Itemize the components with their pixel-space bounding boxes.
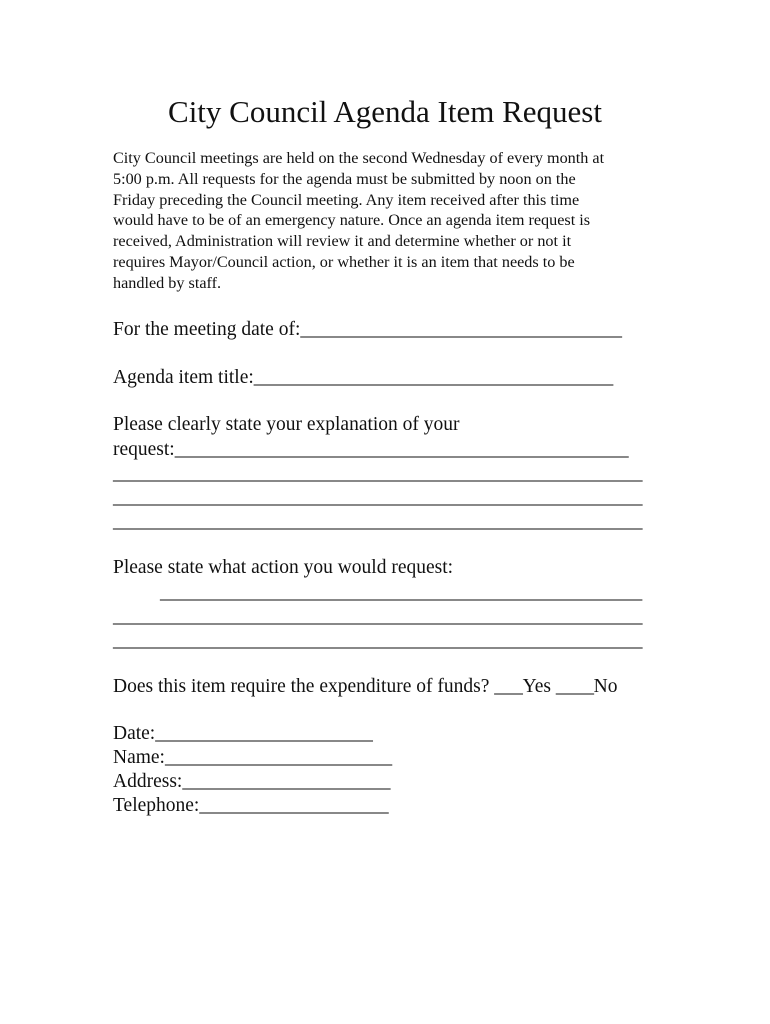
agenda-title-row bbox=[113, 366, 613, 390]
intro-line: City Council meetings are held on the second Wednesday of every month at bbox=[113, 149, 605, 167]
explanation-label-cont: request: bbox=[113, 439, 175, 460]
name-field[interactable]: ________________________ bbox=[164, 747, 392, 768]
explanation-row bbox=[113, 438, 628, 462]
explanation-field-line[interactable]: ________________________________________________________ bbox=[113, 487, 643, 508]
intro-line: handled by staff. bbox=[113, 273, 222, 292]
name-row bbox=[113, 746, 392, 770]
intro-line: Friday preceding the Council meeting. Any item received after this time bbox=[113, 190, 580, 209]
action-field-line[interactable]: ___________________________________________________ bbox=[160, 582, 642, 603]
intro-line: received, Administration will review it and determine whether or not it bbox=[113, 232, 572, 251]
action-field-line[interactable]: ________________________________________________________ bbox=[113, 630, 643, 651]
explanation-field-line[interactable]: ________________________________________________________ bbox=[113, 511, 643, 532]
funds-no-label: No bbox=[593, 676, 618, 697]
address-row bbox=[113, 770, 390, 794]
intro-line: would have to be of an emergency nature. Once an agenda item request is bbox=[113, 211, 591, 230]
explanation-label: Please clearly state your explanation of your bbox=[113, 414, 460, 435]
funds-no-field[interactable]: ____ bbox=[555, 676, 594, 697]
telephone-label: Telephone: bbox=[113, 795, 200, 816]
funds-yes-label: Yes bbox=[522, 676, 551, 697]
agenda-title-label: Agenda item title: bbox=[113, 367, 254, 388]
date-field[interactable]: _______________________ bbox=[155, 723, 373, 744]
date-row bbox=[113, 722, 373, 746]
action-field-line[interactable]: ________________________________________________________ bbox=[113, 606, 643, 627]
explanation-field-line[interactable]: ________________________________________________________ bbox=[113, 463, 643, 484]
funds-yes-field[interactable]: ___ bbox=[494, 676, 523, 697]
meeting-date-row bbox=[113, 318, 622, 342]
date-label: Date: bbox=[113, 723, 156, 744]
name-label: Name: bbox=[113, 747, 165, 768]
intro-line: 5:00 p.m. All requests for the agenda must be submitted by noon on the bbox=[113, 169, 576, 188]
intro-paragraph bbox=[113, 148, 673, 294]
address-field[interactable]: ______________________ bbox=[182, 771, 391, 792]
meeting-date-field[interactable]: __________________________________ bbox=[300, 319, 622, 340]
telephone-field[interactable]: ____________________ bbox=[199, 795, 389, 816]
meeting-date-label: For the meeting date of: bbox=[113, 319, 301, 340]
funds-question: Does this item require the expenditure of funds? bbox=[113, 676, 490, 697]
agenda-title-field[interactable]: ______________________________________ bbox=[253, 367, 613, 388]
page-title: City Council Agenda Item Request bbox=[168, 94, 602, 129]
address-label: Address: bbox=[113, 771, 183, 792]
telephone-row bbox=[113, 794, 388, 818]
action-label: Please state what action you would request: bbox=[113, 557, 454, 578]
funds-row bbox=[113, 675, 618, 699]
intro-line: requires Mayor/Council action, or whether it is an item that needs to be bbox=[113, 252, 575, 271]
explanation-field-line[interactable]: ________________________________________________ bbox=[174, 439, 629, 460]
